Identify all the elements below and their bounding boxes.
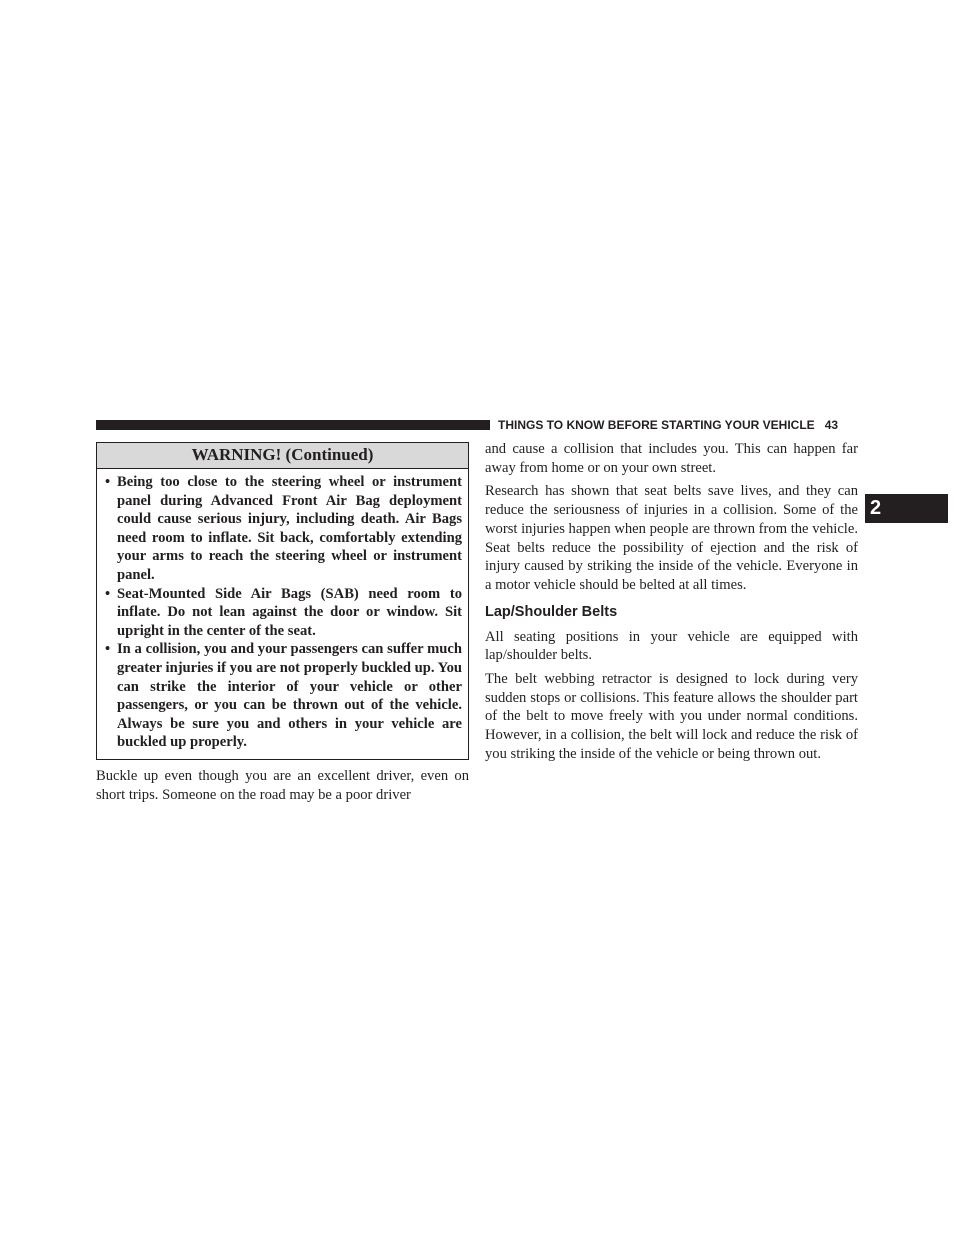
- running-header-title: THINGS TO KNOW BEFORE STARTING YOUR VEHICLE: [498, 418, 815, 432]
- page-number: 43: [824, 418, 839, 432]
- bullet-icon: •: [105, 585, 111, 602]
- warning-item: [105, 473, 462, 585]
- warning-item: [105, 640, 462, 752]
- body-paragraph: Buckle up even though you are an excellent driver, even on short trips. Someone on the road may be a poor driver: [96, 768, 469, 803]
- running-header: [498, 417, 858, 433]
- warning-box: [96, 442, 469, 760]
- warning-item-text: Seat-Mounted Side Air Bags (SAB) need room to inflate. Do not lean against the door or window. Sit upright in the center of the seat.: [117, 585, 462, 639]
- bullet-icon: •: [105, 641, 111, 658]
- warning-title: WARNING! (Continued): [97, 443, 468, 469]
- warning-list: [97, 469, 468, 752]
- left-column: [96, 767, 469, 809]
- body-paragraph: Research has shown that seat belts save lives, and they can reduce the seriousness of injuries in a collision. Some of the worst injuries happen when people are thrown from the vehicle. Seat belts reduce the possibility of ejection and the risk of injury caused by striking the inside of the vehicle. Everyone in a motor vehicle should be belted at all times.: [485, 483, 858, 593]
- bullet-icon: •: [105, 474, 111, 490]
- warning-item-text: In a collision, you and your passengers can suffer much greater injuries if you are not properly buckled up. You can strike the interior of your vehicle or other passengers, or you can be thrown out of the vehicle. Always be sure you and others in your vehicle are buckled up properly.: [117, 641, 462, 751]
- chapter-tab: 2: [865, 494, 948, 523]
- warning-item: [105, 585, 462, 641]
- body-paragraph: and cause a collision that includes you. This can happen far away from home or on your own street.: [485, 441, 858, 476]
- warning-item-text: Being too close to the steering wheel or instrument panel during Advanced Front Air Bag deployment could cause serious injury, including death. Air Bags need room to inflate. Sit back, comfortably extending your arms to reach the steering wheel or instrument panel.: [117, 474, 462, 583]
- body-paragraph: All seating positions in your vehicle are equipped with lap/shoulder belts.: [485, 628, 858, 664]
- right-column: [485, 440, 858, 769]
- header-rule-bar: [96, 420, 490, 430]
- body-paragraph: The belt webbing retractor is designed to lock during very sudden stops or collisions. This feature allows the shoulder part of the belt to move freely with you under normal conditions. However, in a collision, the belt will lock and reduce the risk of you striking the inside of the vehicle or being thrown out.: [485, 671, 858, 762]
- section-heading: Lap/Shoulder Belts: [485, 603, 618, 620]
